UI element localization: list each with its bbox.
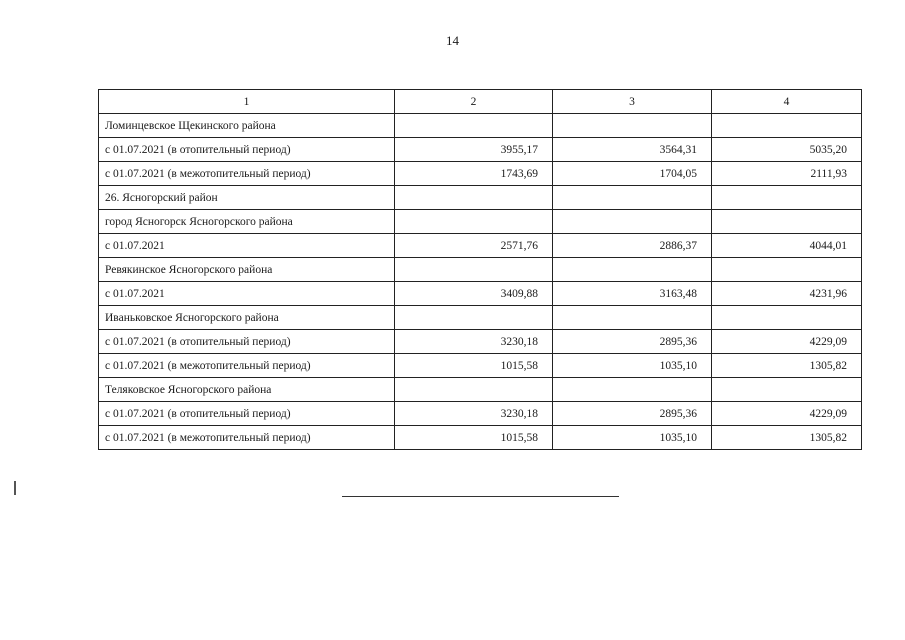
- tariff-value-cell-3: [553, 378, 712, 402]
- row-label-cell: с 01.07.2021 (в межотопительный период): [99, 354, 395, 378]
- tariff-value-cell-4: [712, 114, 862, 138]
- row-label-cell: с 01.07.2021 (в межотопительный период): [99, 162, 395, 186]
- header-cell-1: 1: [99, 90, 395, 114]
- row-label-cell: Теляковское Ясногорского района: [99, 378, 395, 402]
- tariff-value-cell-2: 1743,69: [395, 162, 553, 186]
- tariff-value-cell-3: 1035,10: [553, 354, 712, 378]
- tariff-value-cell-3: [553, 258, 712, 282]
- tariff-value-cell-2: 3409,88: [395, 282, 553, 306]
- tariff-value-cell-4: 1305,82: [712, 354, 862, 378]
- header-row: [99, 90, 862, 114]
- tariff-value-cell-3: 2886,37: [553, 234, 712, 258]
- tariff-value-cell-4: [712, 210, 862, 234]
- tariff-value-cell-2: [395, 306, 553, 330]
- tariff-value-cell-2: 3955,17: [395, 138, 553, 162]
- tariff-value-cell-2: 3230,18: [395, 402, 553, 426]
- tariff-value-cell-2: 2571,76: [395, 234, 553, 258]
- tariff-value-cell-3: 1704,05: [553, 162, 712, 186]
- table-row: [99, 258, 862, 282]
- tariff-value-cell-4: 4229,09: [712, 402, 862, 426]
- table-row: [99, 138, 862, 162]
- row-label-cell: с 01.07.2021 (в отопительный период): [99, 402, 395, 426]
- tariff-value-cell-3: [553, 186, 712, 210]
- row-label-cell: Ломинцевское Щекинского района: [99, 114, 395, 138]
- tariff-value-cell-2: [395, 258, 553, 282]
- table-row: [99, 306, 862, 330]
- tariff-value-cell-3: 1035,10: [553, 426, 712, 450]
- tariff-value-cell-3: [553, 114, 712, 138]
- row-label-cell: с 01.07.2021 (в отопительный период): [99, 330, 395, 354]
- scan-artifact-mark: [14, 481, 16, 495]
- tariff-value-cell-4: 2111,93: [712, 162, 862, 186]
- tariff-value-cell-4: [712, 306, 862, 330]
- table-row: [99, 426, 862, 450]
- tariff-value-cell-3: [553, 306, 712, 330]
- row-label-cell: с 01.07.2021: [99, 234, 395, 258]
- tariff-value-cell-2: [395, 114, 553, 138]
- page-number: 14: [446, 33, 459, 48]
- tariff-table: [98, 89, 862, 450]
- header-cell-3: 3: [553, 90, 712, 114]
- tariff-value-cell-4: 4044,01: [712, 234, 862, 258]
- table-row: [99, 114, 862, 138]
- tariff-value-cell-4: 5035,20: [712, 138, 862, 162]
- header-cell-2: 2: [395, 90, 553, 114]
- tariff-value-cell-3: 3564,31: [553, 138, 712, 162]
- tariff-value-cell-2: 1015,58: [395, 354, 553, 378]
- tariff-value-cell-4: 4229,09: [712, 330, 862, 354]
- tariff-value-cell-4: 1305,82: [712, 426, 862, 450]
- row-label-cell: с 01.07.2021: [99, 282, 395, 306]
- footer-divider: [342, 496, 619, 497]
- table-row: [99, 330, 862, 354]
- row-label-cell: с 01.07.2021 (в межотопительный период): [99, 426, 395, 450]
- tariff-value-cell-4: [712, 186, 862, 210]
- row-label-cell: 26. Ясногорский район: [99, 186, 395, 210]
- tariff-value-cell-2: [395, 186, 553, 210]
- row-label-cell: Ревякинское Ясногорского района: [99, 258, 395, 282]
- row-label-cell: Иваньковское Ясногорского района: [99, 306, 395, 330]
- table-row: [99, 210, 862, 234]
- tariff-value-cell-4: 4231,96: [712, 282, 862, 306]
- tariff-value-cell-3: 2895,36: [553, 402, 712, 426]
- table-row: [99, 162, 862, 186]
- tariff-value-cell-2: [395, 210, 553, 234]
- tariff-value-cell-3: 3163,48: [553, 282, 712, 306]
- tariff-value-cell-4: [712, 378, 862, 402]
- table-row: [99, 354, 862, 378]
- tariff-value-cell-2: [395, 378, 553, 402]
- table-row: [99, 186, 862, 210]
- table-body: [99, 114, 862, 450]
- table-row: [99, 402, 862, 426]
- table-row: [99, 378, 862, 402]
- header-cell-4: 4: [712, 90, 862, 114]
- row-label-cell: город Ясногорск Ясногорского района: [99, 210, 395, 234]
- tariff-value-cell-3: [553, 210, 712, 234]
- row-label-cell: с 01.07.2021 (в отопительный период): [99, 138, 395, 162]
- tariff-value-cell-2: 3230,18: [395, 330, 553, 354]
- tariff-value-cell-4: [712, 258, 862, 282]
- table-row: [99, 234, 862, 258]
- table-row: [99, 282, 862, 306]
- tariff-value-cell-3: 2895,36: [553, 330, 712, 354]
- tariff-value-cell-2: 1015,58: [395, 426, 553, 450]
